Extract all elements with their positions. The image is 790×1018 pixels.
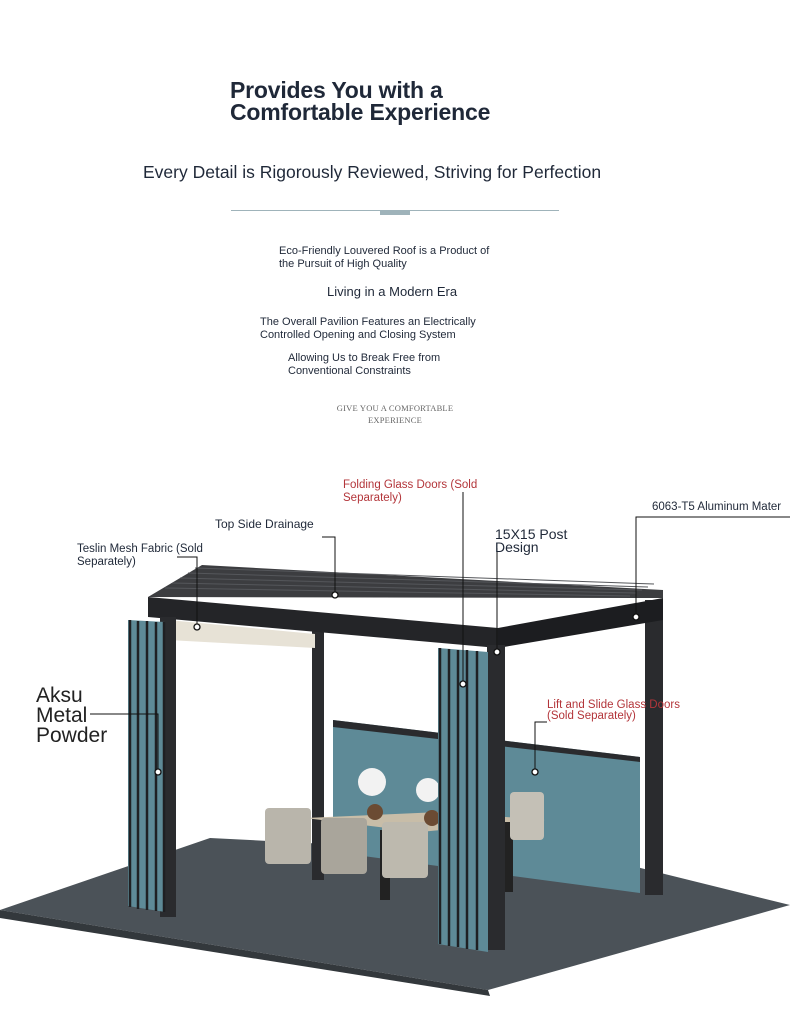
title-line-1: Provides You with a xyxy=(230,77,443,103)
callout-teslin-mesh xyxy=(77,543,203,569)
feature-text-3 xyxy=(260,316,476,342)
orchid-2 xyxy=(416,778,440,802)
chair-1 xyxy=(265,808,311,864)
divider-accent xyxy=(380,210,410,215)
feature-text-1 xyxy=(279,245,489,271)
callout-folding-b: Separately) xyxy=(343,492,402,504)
chair-2 xyxy=(321,818,367,874)
feature-text-1a: Eco-Friendly Louvered Roof is a Product of xyxy=(279,245,490,257)
feature-text-4b: Conventional Constraints xyxy=(288,365,411,377)
orchid-1 xyxy=(358,768,386,796)
chair-4 xyxy=(510,792,544,840)
callout-aksu-c: Powder xyxy=(36,724,108,747)
chair-3 xyxy=(382,822,428,878)
feature-text-1b: the Pursuit of High Quality xyxy=(279,258,407,270)
callout-drainage: Top Side Drainage xyxy=(215,517,314,531)
callout-teslin-a: Teslin Mesh Fabric (Sold xyxy=(77,543,203,555)
feature-text-4a: Allowing Us to Break Free from xyxy=(288,352,441,364)
tagline xyxy=(300,402,490,426)
pergola-illustration xyxy=(0,440,790,1018)
callout-folding-a: Folding Glass Doors (Sold xyxy=(343,479,478,491)
callout-post-design xyxy=(495,528,567,554)
post-front-right xyxy=(487,645,505,950)
feature-text-3a: The Overall Pavilion Features an Electrically xyxy=(260,316,476,328)
feature-text-4 xyxy=(288,352,440,378)
feature-text-3b: Controlled Opening and Closing System xyxy=(260,329,456,341)
page-title xyxy=(230,79,490,123)
feature-text-2: Living in a Modern Era xyxy=(327,284,458,299)
callout-aksu-powder xyxy=(36,686,107,746)
page-subtitle: Every Detail is Rigorously Reviewed, Striving for Perfection xyxy=(143,162,602,182)
callout-folding-glass-doors xyxy=(343,479,477,505)
callout-lift-b: (Sold Separately) xyxy=(547,710,636,722)
callout-lift-a: Lift and Slide Glass Doors xyxy=(547,699,680,711)
callout-lift-slide-doors xyxy=(547,700,680,722)
callout-aluminum: 6063-T5 Aluminum Mater xyxy=(652,501,782,513)
callout-aksu-a: Aksu xyxy=(36,684,83,707)
vase-2 xyxy=(424,810,440,826)
callout-aksu-b: Metal xyxy=(36,704,88,727)
post-back-right xyxy=(645,600,663,895)
tagline-b: EXPERIENCE xyxy=(368,415,422,425)
callout-post-b: Design xyxy=(495,539,539,555)
vase-1 xyxy=(367,804,383,820)
tagline-a: GIVE YOU A COMFORTABLE xyxy=(336,403,454,413)
roof-fascia-side xyxy=(498,598,663,648)
callout-post-a: 15X15 Post xyxy=(495,526,568,542)
title-line-2: Comfortable Experience xyxy=(230,99,491,125)
folding-door-right xyxy=(438,648,488,952)
callout-teslin-b: Separately) xyxy=(77,556,136,568)
